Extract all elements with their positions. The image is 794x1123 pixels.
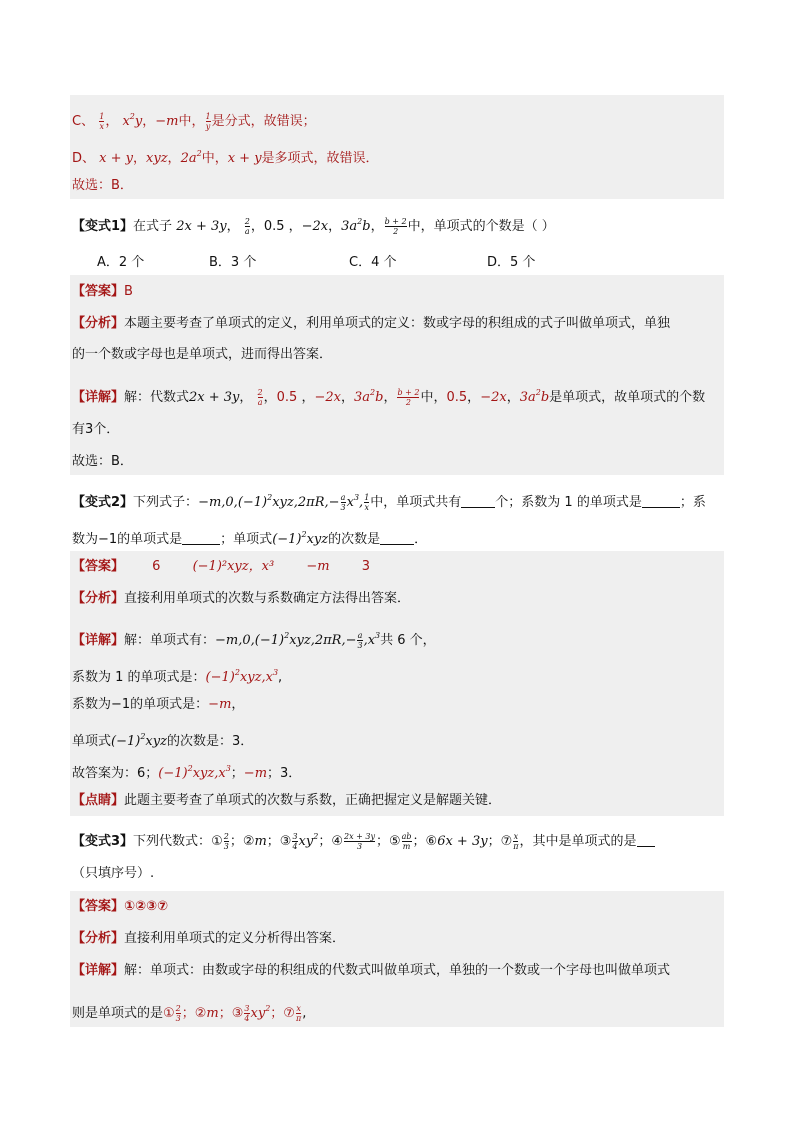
solution-block-v1 — [70, 275, 724, 475]
option-c[interactable]: C．4 个 — [349, 255, 397, 270]
variant2-question-2: 数为−1的单项式是 ；单项式$(-1)^2xyz$的次数是 ． — [72, 530, 428, 547]
line-option-d: D、 x + y，xyz，$2a^2$中，x + y是多项式，故错误． — [72, 149, 379, 166]
v2-detail-4: 单项式$(-1)^2xyz$的次数是：3． — [72, 732, 254, 749]
option-d[interactable]: D．5 个 — [487, 255, 536, 270]
v2-detail-2: 系数为 1 的单项式是：$(-1)^2xyz,x^3$, — [72, 668, 283, 685]
option-a[interactable]: A．2 个 — [97, 255, 145, 270]
v1-answer: 【答案】B — [72, 284, 133, 299]
v3-detail-2: 则是单项式的是① $\frac{2}{3}$ ；②m；③ $\frac{3}{4}$ $xy^2$；⑦ $\frac{x}{\pi}$ , — [72, 1004, 307, 1023]
v1-detail-1: 【详解】解：代数式2x + 3y， $\frac{2}{a}$ ，0.5 ，−2x，$3a^2b$， $\frac{b + 2}{2}$ 中，0.5，−2x，$3a^2b$是单项式，故单项式的个数 — [72, 388, 706, 407]
v1-final: 故选：B． — [72, 454, 133, 469]
v3-answer: 【答案】①②③⑦ — [72, 899, 169, 914]
v1-analysis-1: 【分析】本题主要考查了单项式的定义，利用单项式的定义：数或字母的积组成的式子叫做单项式，单独 — [72, 316, 671, 331]
answer-select-top: 故选：B． — [72, 178, 133, 193]
v2-analysis: 【分析】直接利用单项式的次数与系数确定方法得出答案． — [72, 591, 411, 606]
v3-detail-1: 【详解】解：单项式：由数或字母的积组成的代数式叫做单项式，单独的一个数或一个字母也叫做单项式 — [72, 963, 671, 978]
v2-comment: 【点睛】此题主要考查了单项式的次数与系数，正确把握定义是解题关键． — [72, 793, 502, 808]
variant3-question-1: 【变式3】下列代数式：① $\frac{2}{3}$ ；②m；③ $\frac{3}{4}$ $xy^2$；④ $\frac{2x + 3y}{3}$ ；⑤ $\frac{ab}{m}$ ；⑥6x + 3y；⑦ $\frac{x}{\pi}$ ，其中是单项式的是 — [72, 828, 724, 851]
v3-analysis: 【分析】直接利用单项式的定义分析得出答案． — [72, 931, 346, 946]
v2-detail-1: 【详解】解：单项式有：$-m,0,(-1)^2xyz,2\pi R,-$ $\frac{a}{3}$ $,x^3$共 6 个， — [72, 631, 436, 650]
v2-detail-5: 故答案为：6；$(-1)^2xyz,x^3$；−m；3． — [72, 764, 302, 781]
variant3-question-2: （只填序号）. — [72, 866, 155, 881]
v1-detail-2: 有3个． — [72, 422, 120, 437]
v2-answer: 【答案】 6 (−1)²xyz，x³ −m 3 — [72, 559, 370, 574]
variant2-question-1: 【变式2】下列式子：$-m,0,(-1)^2xyz,2\pi R,-$ $\frac{a}{3}$ $x^3$, $\frac{1}{x}$ 中，单项式共有 个；系数为 1 的单项式是 ；系 — [72, 493, 706, 512]
v2-detail-3: 系数为−1的单项式是：−m， — [72, 697, 245, 712]
line-option-c: C、 $\frac{1}{x}$ ， $x^2y$，−m中， $\frac{1}{y}$ 是分式，故错误； — [72, 112, 316, 131]
variant1-question: 【变式1】在式子 2x + 3y， $\frac{2}{a}$ ，0.5 ，−2x，$3a^2b$， $\frac{b + 2}{2}$ 中，单项式的个数是（ ） — [72, 217, 555, 236]
option-b[interactable]: B．3 个 — [209, 255, 257, 270]
v1-analysis-2: 的一个数或字母也是单项式，进而得出答案． — [72, 347, 333, 362]
